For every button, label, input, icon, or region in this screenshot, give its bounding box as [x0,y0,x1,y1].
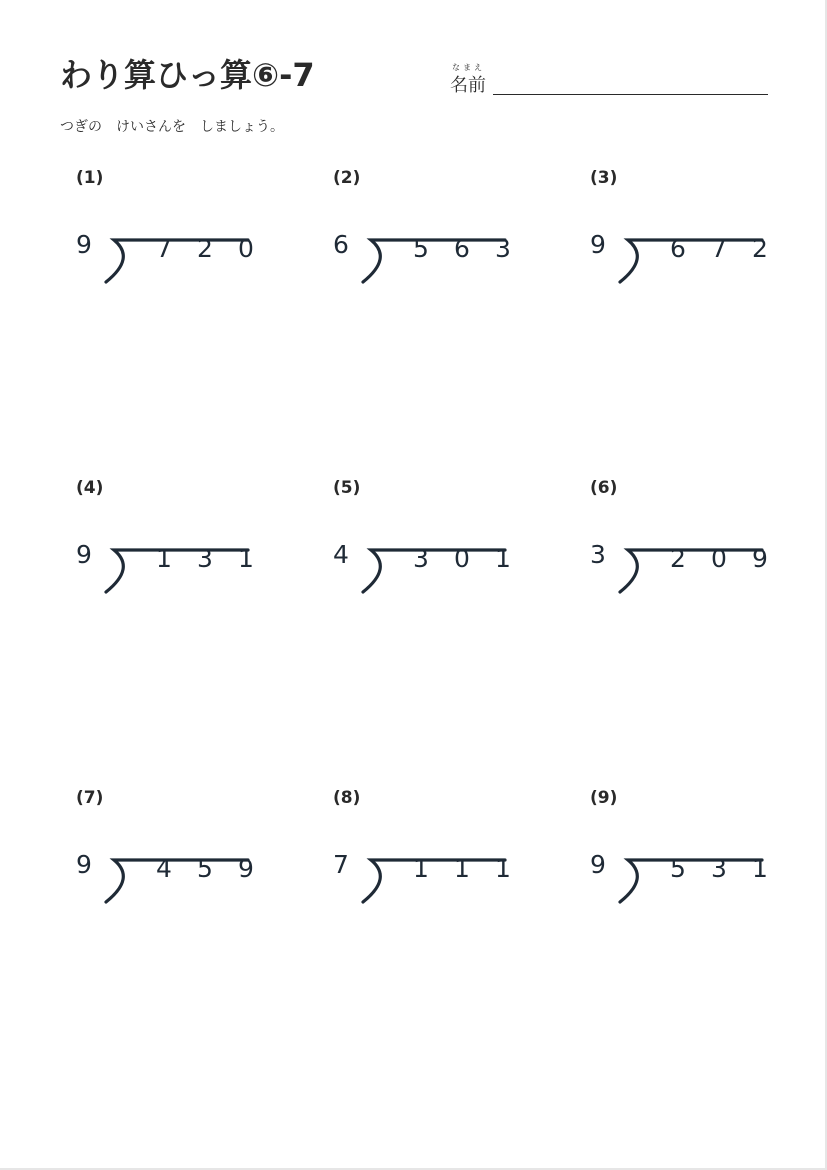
name-label: 名前 [450,75,486,96]
division-bracket-line [106,550,248,592]
division-bracket [359,538,509,586]
name-ruby: なまえ [452,63,485,72]
dividend-digit: 5 [670,854,686,883]
problem-number: (5) [333,478,361,498]
division-bracket [359,848,509,896]
division-problem [76,168,276,298]
division-bracket [616,848,766,896]
problem-number: (3) [590,168,618,188]
divisor: 9 [76,230,92,259]
dividend-digit: 1 [413,854,429,883]
divisor: 9 [76,540,92,569]
dividend-digit: 3 [495,234,511,263]
divisor: 4 [333,540,349,569]
division-bracket-line [363,240,505,282]
dividend-digit: 1 [495,544,511,573]
divisor: 6 [333,230,349,259]
dividend-digit: 2 [670,544,686,573]
division-bracket [102,848,252,896]
dividend-digit: 1 [238,544,254,573]
dividend-digit: 1 [156,544,172,573]
divisor: 9 [590,230,606,259]
dividend-digit: 0 [454,544,470,573]
division-bracket [102,538,252,586]
problem-number: (7) [76,788,104,808]
name-underline [493,94,768,95]
problem-number: (2) [333,168,361,188]
dividend-digit: 3 [413,544,429,573]
division-problem [76,478,276,608]
dividend-digit: 6 [670,234,686,263]
dividend-digit: 7 [156,234,172,263]
division-bracket-line [106,860,248,902]
division-bracket-line [106,240,248,282]
problem-number: (1) [76,168,104,188]
division-problem [590,478,790,608]
divisor: 9 [76,850,92,879]
worksheet-title: わり算ひっ算⑥-7 [60,56,315,94]
dividend-digit: 3 [711,854,727,883]
division-bracket [359,228,509,276]
dividend-digit: 5 [197,854,213,883]
division-problem [590,788,790,918]
division-bracket-line [363,550,505,592]
divisor: 3 [590,540,606,569]
dividend-digit: 2 [752,234,768,263]
division-bracket [616,228,766,276]
division-problem [590,168,790,298]
instruction-text: つぎの けいさんを しましょう。 [60,119,284,135]
division-problem [333,168,533,298]
dividend-digit: 2 [197,234,213,263]
problem-number: (9) [590,788,618,808]
divisor: 7 [333,850,349,879]
division-bracket-line [620,240,762,282]
problem-number: (8) [333,788,361,808]
division-problem [333,788,533,918]
dividend-digit: 1 [495,854,511,883]
dividend-digit: 6 [454,234,470,263]
dividend-digit: 9 [238,854,254,883]
dividend-digit: 1 [752,854,768,883]
division-bracket-line [620,860,762,902]
dividend-digit: 7 [711,234,727,263]
dividend-digit: 1 [454,854,470,883]
dividend-digit: 4 [156,854,172,883]
division-bracket-line [620,550,762,592]
divisor: 9 [590,850,606,879]
division-bracket [102,228,252,276]
division-bracket [616,538,766,586]
division-problem [333,478,533,608]
dividend-digit: 9 [752,544,768,573]
dividend-digit: 3 [197,544,213,573]
division-problem [76,788,276,918]
dividend-digit: 0 [711,544,727,573]
dividend-digit: 0 [238,234,254,263]
division-bracket-line [363,860,505,902]
dividend-digit: 5 [413,234,429,263]
name-field[interactable] [450,62,768,96]
problem-number: (6) [590,478,618,498]
problem-number: (4) [76,478,104,498]
